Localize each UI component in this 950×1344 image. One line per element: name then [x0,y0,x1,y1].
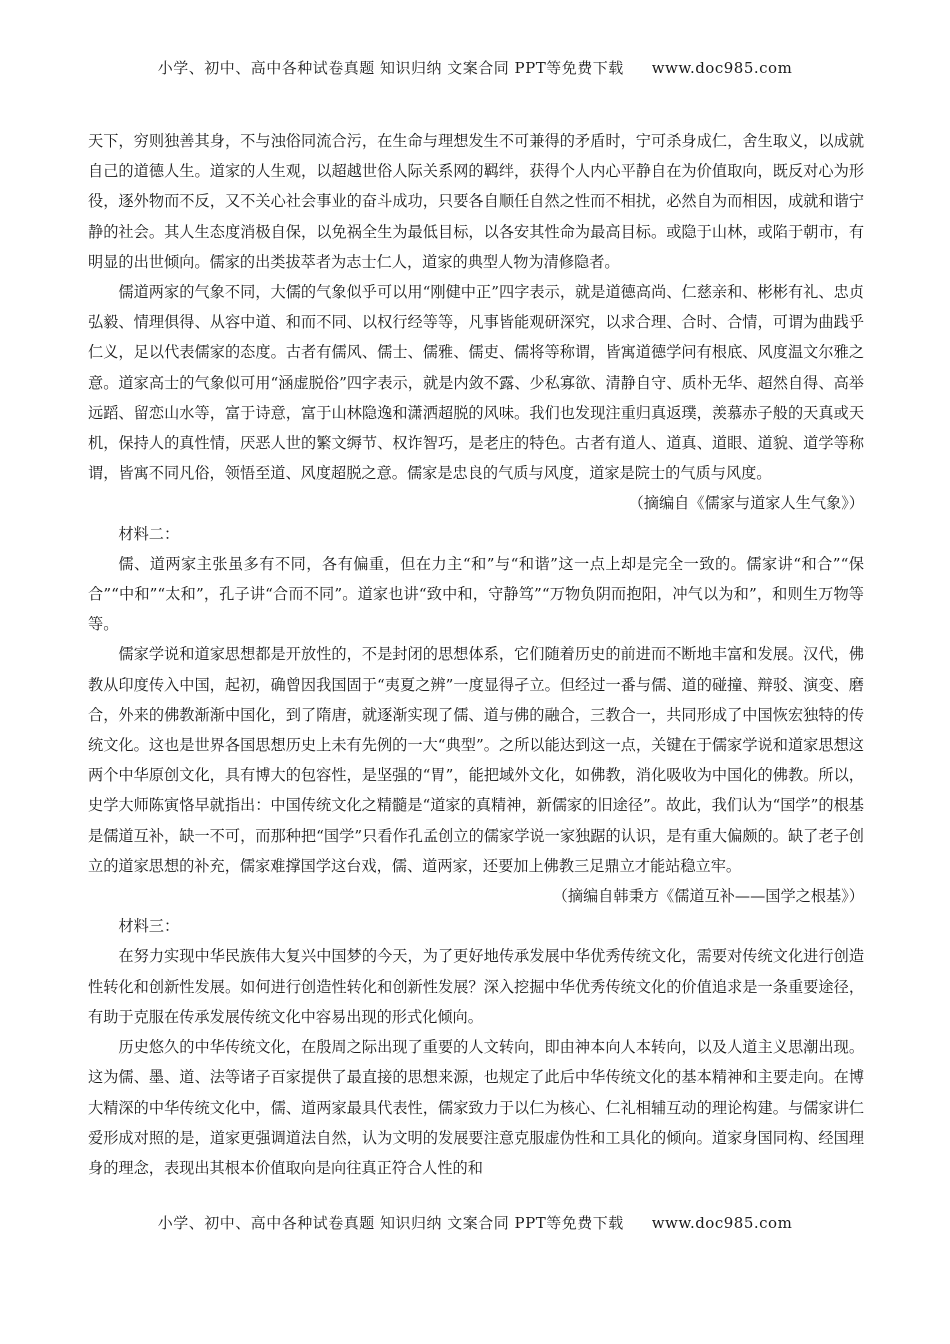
page-header [0,57,950,78]
paragraph-continuation: 天下，穷则独善其身，不与浊俗同流合污，在生命与理想发生不可兼得的矛盾时，宁可杀身成仁，舍生取义，以成就自己的道德人生。道家的人生观，以超越世俗人际关系网的羁绊，获得个人内心平静自在为价值取向，既反对心为形役，逐外物而不反，又不关心社会事业的奋斗成功，只要各自顺任自然之性而不相扰，必然自为而相因，成就和谐宁静的社会。其人生态度消极自保，以免祸全生为最低目标，以各安其性命为最高目标。或隐于山林，或陷于朝市，有明显的出世倾向。儒家的出类拔萃者为志士仁人，道家的典型人物为清修隐者。 [88,132,864,271]
paragraph-inheritance: 在努力实现中华民族伟大复兴中国梦的今天，为了更好地传承发展中华优秀传统文化，需要对传统文化进行创造性转化和创新性发展。如何进行创造性转化和创新性发展？深入挖掘中华优秀传统文化的价值追求是一条重要途径，有助于克服在传承发展传统文化中容易出现的形式化倾向。 [88,947,864,1026]
paragraph-history: 历史悠久的中华传统文化，在殷周之际出现了重要的人文转向，即由神本向人本转向，以及人道主义思潮出现。这为儒、墨、道、法等诸子百家提供了最直接的思想来源，也规定了此后中华传统文化的基本精神和主要走向。在博大精深的中华传统文化中，儒、道两家最具代表性，儒家致力于以仁为核心、仁礼相辅互动的理论构建。与儒家讲仁爱形成对照的是，道家更强调道法自然，认为文明的发展要注意克服虚伪性和工具化的倾向。道家身国同构、经国理身的理念，表现出其根本价值取向是向往真正符合人性的和 [88,1038,864,1177]
source-citation-2: （摘编自韩秉方《儒道互补——国学之根基》） [552,887,864,906]
page-footer [0,1212,950,1233]
material-two-label: 材料二： [118,524,180,543]
paragraph-qixiang: 儒道两家的气象不同，大儒的气象似乎可以用“刚健中正”四字表示，就是道德高尚、仁慈亲和、彬彬有礼、忠贞弘毅、情理俱得、从容中道、和而不同、以权行经等等，凡事皆能观研深究，以求合理、合时、合情，可谓为曲践乎仁义，足以代表儒家的态度。古者有儒风、儒士、儒雅、儒吏、儒将等称谓，皆寓道德学问有根底、风度温文尔雅之意。道家高士的气象似可用“涵虚脱俗”四字表示，就是内敛不露、少私寡欲、清静自守、质朴无华、超然自得、高举远蹈、留恋山水等，富于诗意，富于山林隐逸和潇洒超脱的风味。我们也发现注重归真返璞，羡慕赤子般的天真或天机，保持人的真性情，厌恶人世的繁文缛节、权诈智巧，是老庄的特色。古者有道人、道真、道眼、道貌、道学等称谓，皆寓不同凡俗，领悟至道、风度超脱之意。儒家是忠良的气质与风度，道家是院士的气质与风度。 [88,283,864,483]
footer-text: 小学、初中、高中各种试卷真题 知识归纳 文案合同 PPT等免费下载 [157,1214,624,1232]
paragraph-harmony: 儒、道两家主张虽多有不同，各有偏重，但在力主“和”与“和谐”这一点上却是完全一致的。儒家讲“和合”“保合”“中和”“太和”，孔子讲“合而不同”。道家也讲“致中和，守静笃”“万物负阴而抱阳，冲气以为和”，和则生万物等等。 [88,554,864,634]
source-citation-1: （摘编自《儒家与道家人生气象》） [628,494,864,513]
footer-site[interactable]: www.doc985.com [651,1214,793,1232]
header-site[interactable]: www.doc985.com [651,59,793,77]
paragraph-openness: 儒家学说和道家思想都是开放性的，不是封闭的思想体系，它们随着历史的前进而不断地丰富和发展。汉代，佛教从印度传入中国，起初，确曾因我国固于“夷夏之辨”一度显得孑立。但经过一番与儒、道的碰撞、辩驳、演变、磨合，外来的佛教渐渐中国化，到了隋唐，就逐渐实现了儒、道与佛的融合，三教合一，共同形成了中国恢宏独特的传统文化。这也是世界各国思想历史上未有先例的一大“典型”。之所以能达到这一点，关键在于儒家学说和道家思想这两个中华原创文化，具有博大的包容性，是坚强的“胃”，能把域外文化，如佛教，消化吸收为中国化的佛教。所以，史学大师陈寅恪早就指出：中国传统文化之精髓是“道家的真精神，新儒家的旧途径”。故此，我们认为“国学”的根基是儒道互补，缺一不可，而那种把“国学”只看作孔孟创立的儒家学说一家独踞的认识，是有重大偏颇的。缺了老子创立的道家思想的补充，儒家难撑国学这台戏，儒、道两家，还要加上佛教三足鼎立才能站稳立牢。 [88,645,864,875]
document-body [88,126,864,1183]
header-text: 小学、初中、高中各种试卷真题 知识归纳 文案合同 PPT等免费下载 [157,59,624,77]
material-three-label: 材料三： [118,917,180,936]
